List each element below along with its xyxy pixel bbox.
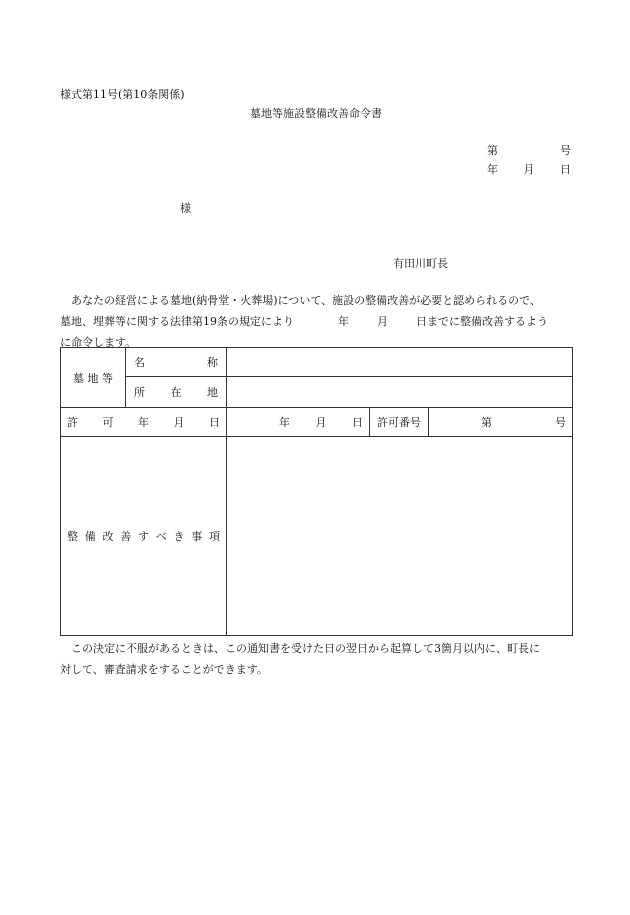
permit-label-2: 可 [102, 416, 114, 429]
order-line-1: あなたの経営による墓地(納骨堂・火葬場)について、施設の整備改善が必要と認められるので、 [71, 294, 541, 307]
date-year: 年 [487, 163, 498, 176]
facility-label: 墓 地 等 [61, 348, 126, 408]
items-label-8: 事 [191, 530, 203, 543]
location-label-1: 所 [134, 386, 145, 399]
date-day: 日 [560, 163, 571, 176]
permit-row [61, 408, 573, 437]
permit-number-suffix: 号 [555, 416, 566, 429]
permit-label-1: 許 [67, 416, 78, 429]
location-value[interactable] [227, 377, 573, 408]
order-table [60, 347, 573, 636]
items-label-9: 項 [209, 530, 220, 543]
items-label-4: 善 [120, 530, 132, 543]
permit-label [61, 408, 227, 437]
order-line-2 [60, 311, 572, 332]
permit-number-prefix: 第 [481, 416, 492, 429]
permit-date-year: 年 [279, 416, 290, 429]
number-suffix: 号 [560, 144, 571, 157]
location-label-2: 在 [170, 386, 182, 399]
form-label: 様式第11号(第10条関係) [60, 88, 185, 101]
order-deadline-year: 年 [338, 315, 349, 328]
name-label [126, 348, 227, 377]
issuer-name: 有田川町長 [393, 257, 448, 270]
items-label-7: き [173, 530, 185, 543]
appeal-line-1: この決定に不服があるときは、この通知書を受けた日の翌日から起算して3箇月以内に、町長に [71, 642, 540, 655]
permit-label-3: 年 [138, 416, 149, 429]
order-line-2-law: 墓地、埋葬等に関する法律第19条の規定により [60, 315, 294, 328]
items-label-2: 備 [84, 530, 96, 543]
permit-label-4: 月 [173, 416, 185, 429]
permit-label-5: 日 [209, 416, 220, 429]
items-label [61, 437, 227, 636]
items-row [61, 437, 573, 636]
items-label-6: べ [155, 530, 167, 543]
permit-date-value[interactable] [227, 408, 370, 437]
name-value[interactable] [227, 348, 573, 377]
document-number [487, 142, 571, 158]
items-label-3: 改 [102, 530, 114, 543]
permit-number-label: 許可番号 [370, 408, 429, 437]
location-label [126, 377, 227, 408]
addressee-honorific: 様 [180, 202, 191, 215]
name-label-2: 称 [207, 356, 218, 369]
number-prefix: 第 [487, 144, 498, 157]
items-label-5: す [138, 530, 149, 543]
permit-date-day: 日 [352, 416, 363, 429]
location-row [61, 377, 573, 408]
permit-number-value[interactable] [429, 408, 573, 437]
document-date [487, 161, 571, 177]
document-title: 墓地等施設整備改善命令書 [250, 107, 382, 120]
order-line-3: に命令します。 [60, 336, 137, 349]
name-label-1: 名 [134, 356, 145, 369]
permit-date-month: 月 [315, 416, 327, 429]
items-label-1: 整 [67, 530, 78, 543]
appeal-notice [60, 638, 572, 680]
appeal-line-2: 対して、審査請求をすることができます。 [60, 663, 268, 676]
location-label-3: 地 [207, 386, 218, 399]
order-body [60, 290, 572, 353]
order-deadline-month: 月 [377, 315, 388, 328]
items-value[interactable] [227, 437, 573, 636]
date-month: 月 [523, 163, 535, 176]
name-row [61, 348, 573, 377]
order-line-2-end: 日までに整備改善するよう [416, 315, 548, 328]
